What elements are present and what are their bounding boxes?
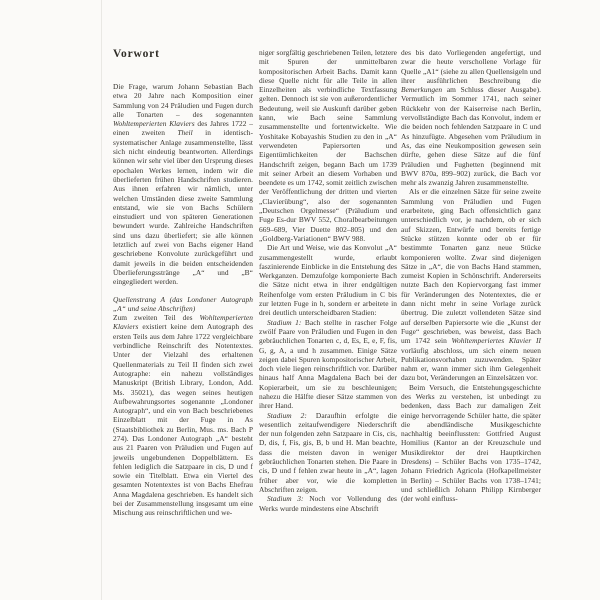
- text-run: Die Frage, warum Johann Sebastian Bach etwa 20 Jahre nach Komposition einer Sammlung von 24 Präludien und Fugen durch alle Tonarten – des sogenannten: [113, 82, 253, 119]
- text-run: vorläufig abschloss, um sich einem neuen Publikationsvorhaben zuzuwenden. Später nahm er, wann immer sich ihm Gelegenheit dazu bot, Veränderungen an Einzelsätzen vor.: [401, 345, 541, 383]
- text-run: Die Art und Weise, wie das Konvolut „A“ zusammengestellt wurde, erlaubt faszinierende Einblicke in die Entstehung des Werkganzen. Demzufolge komponierte Bach die Sätze nicht etwa in ihrer endgültigen Reihenfolge vom ersten Präludium in C bis zur letzten Fuge in h, sondern er arbeitete in drei deutlich unterscheidbaren Stadien:: [259, 243, 397, 318]
- paragraph: [401, 187, 541, 382]
- text-column-2: [259, 48, 397, 513]
- text-run: Zum zweiten Teil des: [113, 313, 200, 323]
- italic-text-run: Stadium 1:: [267, 317, 302, 327]
- italic-text-run: Wohltemperierten Klaviers: [113, 119, 195, 129]
- text-run: Beim Versuch, die Entstehungsgeschichte des Werks zu verstehen, ist unbedingt zu bedenken, dass Bach zur damaligen Zeit einige hervorragende Schüler hatte, die später die abendländische Musikgeschichte nachhaltig beeinflussten: Gottfried August Homilius (Kantor an der Kreuzschule und Musikdirektor der drei Hauptkirchen Dresdens) – Schüler Bachs von 1735–1742, Johann Friedrich Agricola (Hofkapellmeister in Berlin) – Schüler Bachs von 1738–1741; und schließlich Johann Philipp Kirnberger (der wohl einfluss-: [401, 382, 541, 504]
- italic-text-run: Wohltemperiertes Klavier II: [451, 336, 541, 346]
- page-fold-line: [101, 0, 102, 600]
- text-run: Bach stellte in rascher Folge zwölf Paare von Präludien und Fugen in den gebräuchlichen Tonarten c, d, Es, E, e, F, fis, G, g, A, a und h zusammen. Einige Sätze zeigen dabei Spuren kompositorischer Arbeit, doch viele liegen reinschriftlich vor. Darüber hinaus half Anna Magdalena Bach bei der Kopierarbeit, um sie zu beschleunigen; nahezu die Hälfte dieser Sätze stammen von ihrer Hand.: [259, 317, 397, 411]
- paragraph: [259, 494, 397, 513]
- italic-text-run: Quellenstrang A (das Londoner Autograph „A“ und seine Abschriften): [113, 294, 253, 313]
- paragraph: [401, 383, 541, 504]
- text-run: des bis dato Vorliegenden angefertigt, und zwar die heute verschollene Vorlage für Quelle „A1“ (siehe zu allen Quellensigeln und ihrer ausführlichen Beschreibung die: [401, 48, 541, 85]
- paragraph: [401, 48, 541, 187]
- italic-text-run: Stadium 3:: [267, 494, 304, 504]
- italic-text-run: Bemerkungen: [401, 85, 443, 95]
- paragraph: [113, 82, 253, 287]
- paragraph: [113, 313, 253, 518]
- text-run: Als er die einzelnen Sätze für seine zweite Sammlung von Präludien und Fugen erarbeitete, ging Bach offensichtlich ganz unterschiedlich vor, je nachdem, ob er sich auf Skizzen, Entwürfe und bereits fertige Stücke stützen konnte oder ob er für bestimmte Tonarten ganz neue Stücke komponieren wollte. Zwar sind diejenigen Sätze in „A“, die von Bachs Hand stammen, zumeist Kopien in Schönschrift. Andererseits nutzte Bach den Kopiervorgang fast immer für Veränderungen des Notentextes, die er dann nicht mehr in seine Vorlage zurück übertrug. Die zuletzt vollendeten Sätze sind auf derselben Papiersorte wie die „Kunst der Fuge“ geschrieben, was beweist, dass Bach um 1742 sein: [401, 187, 541, 346]
- text-run: niger sorgfältig geschriebenen Teilen, letztere mit Spuren der unmittelbaren kompositorischen Arbeit Bachs. Damit kann diese Quelle nicht für alle Teile in allen Einzelheiten als verbindliche Textfassung gelten. Dennoch ist sie von außerordentlicher Bedeutung, weil sie Auskunft darüber geben kann, wie Bach seine Sammlung zusammenstellte und fortentwickelte. Wie Yoshitake Kobayashis Studien zu den in „A“ verwendeten Papiersorten und Eigentümlichkeiten der Bachschen Handschrift zeigen, begann Bach um 1739 mit seiner Arbeit an diesem Vorhaben und beendete es um 1742, somit zeitlich zwischen der Veröffentlichung der dritten und vierten „Clavierübung“, also der sogenannten „Deutschen Orgelmesse“ (Präludium und Fuge Es-dur BWV 552, Choralbearbeitungen 669–689, Vier Duette 802–805) und den „Goldberg-Variationen“ BWV 988.: [259, 48, 397, 243]
- text-run: existiert keine dem Autograph des ersten Teils aus dem Jahre 1722 vergleichbare verbindliche Reinschrift des Notentextes. Unter der Vielzahl des erhaltenen Quellenmaterials zu Teil II finden sich zwei Autographe: ein nahezu vollständiges Manuskript (British Library, London, Add. Ms. 35021), das wegen seines heutigen Aufbewahrungsortes sogenannte „Londoner Autograph“, und ein von Bach beschriebenes Einzelblatt mit der Fuge in As (Staatsbibliothek zu Berlin, Mus. ms. Bach P 274). Das Londoner Autograph „A“ besteht aus 21 Paaren von Präludien und Fugen auf jeweils ungebundenen Doppelblättern. Es fehlen lediglich die Satzpaare in cis, D und f sowie ein Titelblatt. Etwa ein Viertel des gesamten Notentextes ist von Bachs Ehefrau Anna Magdalena geschrieben. Es handelt sich bei der Zusammenstellung insgesamt um eine Mischung aus reinschriftlichen und we-: [113, 322, 253, 518]
- text-run: in identisch-systematischer Anlage zusammenstellte, lässt sich nicht eindeutig beantworten. Allerdings können wir sehr viel über den Ursprung dieses epochalen Werkes lernen, indem wir die überlieferten frühen Handschriften studieren. Aus ihnen erfahren wir nämlich, unter welchen Umständen diese zweite Sammlung entstand, wie sie von Bachs Schülern einstudiert und von späteren Generationen bewundert wurde. Zahlreiche Handschriften sind uns dazu überliefert; sie alle können letztlich auf zwei von Bachs eigener Hand geschriebene Konvolute zurückgeführt und damit jeweils in die beiden entscheidenden Überlieferungsstränge „A“ und „B“ eingegliedert werden.: [113, 128, 253, 287]
- italic-text-run: Theil: [177, 128, 193, 138]
- italic-text-run: Wohltemperierten Klaviers: [113, 313, 253, 332]
- paragraph: [259, 48, 397, 243]
- text-run: Daraufhin erfolgte die wesentlich zeitaufwendigere Niederschrift der nun folgenden zehn Satzpaare in Cis, cis, D, dis, f, Fis, gis, B, b und H. Man beachte, dass die meisten davon in weniger gebräuchlichen Tonarten stehen. Die Paare in cis, D und f fehlen zwar heute in „A“, lagen früher aber vor, wie die kompletten Abschriften zeigen.: [259, 410, 397, 494]
- paragraph: [259, 411, 397, 495]
- paragraph: [259, 243, 397, 317]
- text-run: am Schluss dieser Ausgabe). Vermutlich im Sommer 1741, nach seiner Rückkehr von der Kaiserreise nach Berlin, vervollständigte Bach das Konvolut, indem er die beiden noch fehlenden Satzpaare in C und As hinzufügte. Abgesehen vom Präludium in As, das eine Neukomposition gewesen sein dürfte, gehen diese Sätze auf die fünf Präludien und Fughetten (beginnend mit BWV 870a, 899–902) zurück, die Bach vor mehr als zwanzig Jahren zusammenstellte.: [401, 85, 541, 188]
- italic-text-run: Stadium 2:: [267, 410, 307, 420]
- text-column-1: [113, 48, 253, 518]
- text-run: des Jahres 1722 – einen zweiten: [113, 119, 253, 138]
- page-title: Vorwort: [113, 48, 160, 60]
- text-run: Noch vor Vollendung des Werks wurde mindestens eine Abschrift: [259, 494, 397, 513]
- paragraph: [259, 318, 397, 411]
- text-column-3: [401, 48, 541, 504]
- section-heading: [113, 295, 253, 314]
